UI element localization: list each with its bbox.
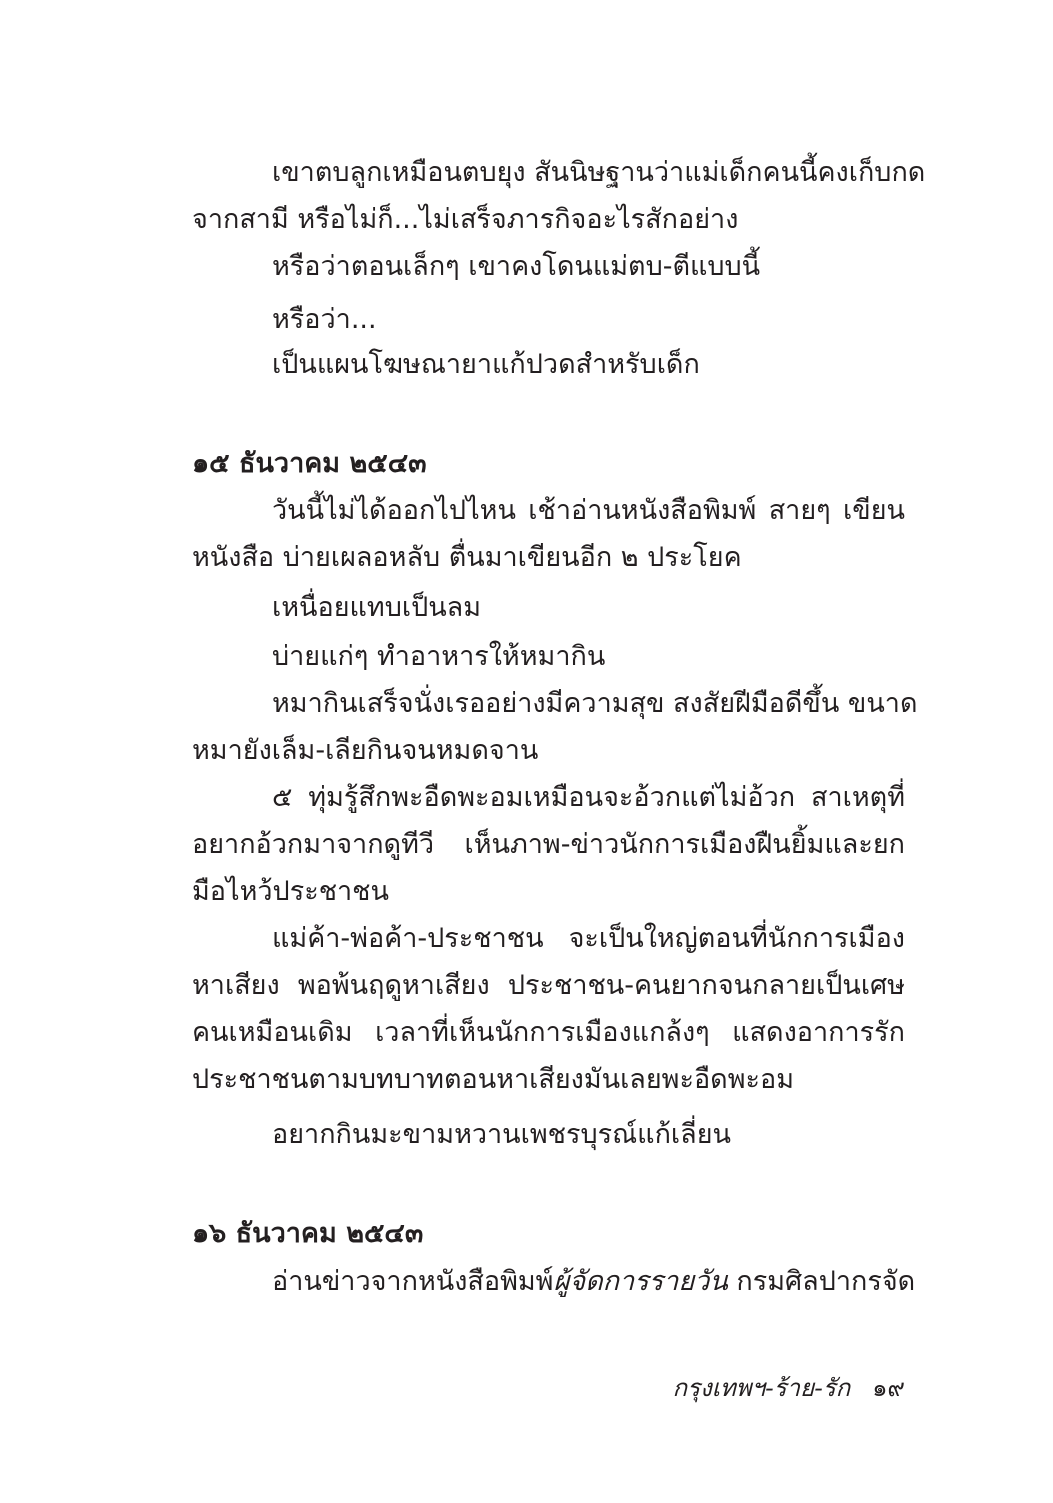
paragraph-text: กรมศิลปากรจัด bbox=[727, 1266, 916, 1297]
paragraph-line: เป็นแผนโฆษณายาแก้ปวดสำหรับเด็ก bbox=[272, 349, 700, 380]
page-number: ๑๙ bbox=[872, 1374, 905, 1402]
paragraph-line: หาเสียง พอพ้นฤดูหาเสียง ประชาชน-คนยากจนกลายเป็นเศษ bbox=[192, 970, 905, 1001]
paragraph-line: บ่ายแก่ๆ ทำอาหารให้หมากิน bbox=[272, 641, 606, 672]
paragraph-line: วันนี้ไม่ได้ออกไปไหน เช้าอ่านหนังสือพิมพ์ สายๆ เขียน bbox=[272, 495, 905, 526]
paragraph-line: คนเหมือนเดิม เวลาที่เห็นนักการเมืองแกล้งๆ แสดงอาการรัก bbox=[192, 1017, 905, 1048]
paragraph-line: มือไหว้ประชาชน bbox=[192, 876, 389, 907]
newspaper-title: ผู้จัดการรายวัน bbox=[553, 1266, 728, 1297]
paragraph-line: แม่ค้า-พ่อค้า-ประชาชน จะเป็นใหญ่ตอนที่นักการเมือง bbox=[272, 923, 905, 954]
paragraph-line bbox=[272, 1258, 916, 1306]
paragraph-line: เขาตบลูกเหมือนตบยุง สันนิษฐานว่าแม่เด็กคนนี้คงเก็บกด bbox=[272, 157, 926, 188]
paragraph-text: อ่านข่าวจากหนังสือพิมพ์ bbox=[272, 1266, 554, 1297]
page-footer bbox=[673, 1368, 905, 1408]
paragraph-line: เหนื่อยแทบเป็นลม bbox=[272, 592, 482, 623]
paragraph-line: หมากินเสร็จนั่งเรออย่างมีความสุข สงสัยฝีมือดีขึ้น ขนาด bbox=[272, 688, 918, 719]
paragraph-line: หมายังเล็ม-เลียกินจนหมดจาน bbox=[192, 735, 539, 766]
paragraph-line: หรือว่าตอนเล็กๆ เขาคงโดนแม่ตบ-ตีแบบนี้ bbox=[272, 251, 761, 282]
paragraph-line: จากสามี หรือไม่ก็...ไม่เสร็จภารกิจอะไรสักอย่าง bbox=[192, 204, 739, 235]
paragraph-line: อยากกินมะขามหวานเพชรบุรณ์แก้เลี่ยน bbox=[272, 1119, 731, 1150]
section-date-heading: ๑๕ ธันวาคม ๒๕๔๓ bbox=[192, 448, 427, 479]
paragraph-line: อยากอ้วกมาจากดูทีวี เห็นภาพ-ข่าวนักการเมืองฝืนยิ้มและยก bbox=[192, 829, 905, 860]
running-title: กรุงเทพฯ-ร้าย-รัก bbox=[672, 1374, 851, 1402]
paragraph-line: ประชาชนตามบทบาทตอนหาเสียงมันเลยพะอืดพะอม bbox=[192, 1064, 795, 1095]
section-date-heading: ๑๖ ธันวาคม ๒๕๔๓ bbox=[192, 1218, 424, 1249]
paragraph-line: ๕ ทุ่มรู้สึกพะอืดพะอมเหมือนจะอ้วกแต่ไม่อ้วก สาเหตุที่ bbox=[272, 782, 905, 813]
paragraph-line: หนังสือ บ่ายเผลอหลับ ตื่นมาเขียนอีก ๒ ประโยค bbox=[192, 542, 742, 573]
paragraph-line: หรือว่า... bbox=[272, 304, 377, 335]
